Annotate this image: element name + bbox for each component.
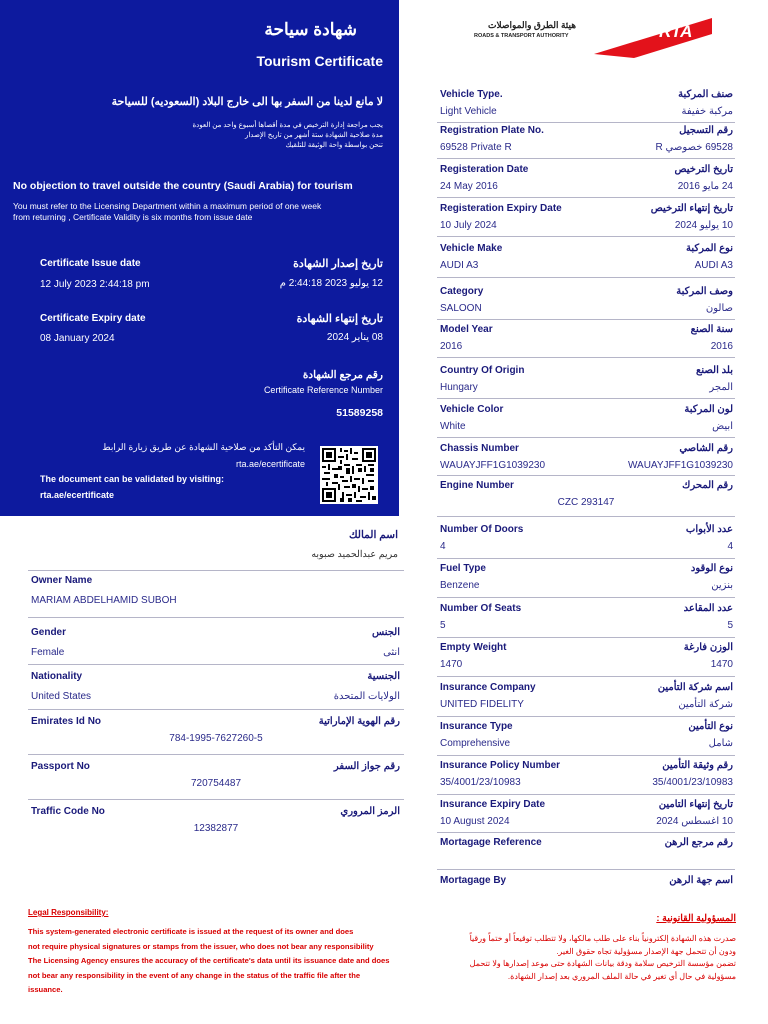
- vehicle-value-ar: 5: [727, 620, 733, 631]
- vehicle-label-en: Vehicle Color: [440, 404, 504, 415]
- vehicle-label-en: Country Of Origin: [440, 365, 525, 376]
- vehicle-label-ar: عدد المقاعد: [683, 603, 733, 614]
- owner-row: [28, 761, 404, 800]
- vehicle-label-en: Mortagage By: [440, 875, 507, 886]
- vehicle-row: [437, 286, 735, 320]
- vehicle-row: [437, 642, 735, 677]
- no-objection-ar: لا مانع لدينا من السفر بها الى خارج البلاد (السعوديه) للسياحة: [111, 96, 383, 108]
- owner-label-en: Traffic Code No: [31, 806, 105, 817]
- vehicle-value-ar: شركة التأمين: [678, 699, 733, 710]
- legal-text-en: [28, 925, 416, 998]
- vehicle-value-ar: 2016: [710, 341, 733, 352]
- vehicle-label-en: Registeration Expiry Date: [440, 203, 562, 214]
- vehicle-label-en: Category: [440, 286, 484, 297]
- vehicle-label-ar: تاريخ إنتهاء الترخيص: [650, 203, 733, 214]
- expiry-date-value-en: 08 January 2024: [40, 333, 115, 344]
- vehicle-label-en: Mortagage Reference: [440, 837, 542, 848]
- vehicle-row: [437, 524, 735, 559]
- vehicle-label-ar: وصف المركبة: [676, 286, 733, 297]
- vehicle-label-ar: رقم مرجع الرهن: [664, 837, 733, 848]
- vehicle-row: [437, 760, 735, 795]
- vehicle-value-ar: AUDI A3: [694, 260, 733, 271]
- ref-label-en: Certificate Reference Number: [263, 385, 383, 395]
- legal-line2-en: not require physical signatures or stamps from the issuer, who does not bear any responsibility: [28, 941, 374, 951]
- owner-label-ar: الجنسية: [367, 671, 400, 682]
- vehicle-value-ar: WAUAYJFF1G1039230: [627, 460, 733, 471]
- vehicle-label-ar: رقم الشاصي: [679, 443, 733, 454]
- legal-line2-ar: ودون أن تتحمل جهة الإصدار مسؤولية تجاه حقوق الغير.: [556, 946, 736, 956]
- vehicle-value-en: 10 July 2024: [440, 220, 497, 231]
- vehicle-value-en: 2016: [440, 341, 463, 352]
- owner-row: [28, 671, 404, 710]
- vehicle-value-ar: بنزين: [711, 580, 733, 591]
- vehicle-value-ar: 24 مايو 2016: [677, 181, 733, 192]
- vehicle-label-ar: عدد الأبواب: [685, 524, 733, 535]
- vehicle-value-en: WAUAYJFF1G1039230: [440, 460, 546, 471]
- note-en-line1: You must refer to the Licensing Department within a maximum period of one week: [13, 201, 322, 211]
- note-ar-line1: يجب مراجعة إدارة الترخيص في مدة أقصاها أسبوع واحد من العودة: [192, 122, 383, 129]
- ref-number: 51589258: [336, 407, 383, 419]
- vehicle-value-en: Benzene: [440, 580, 480, 591]
- validate-en-line1: The document can be validated by visiting:: [40, 474, 225, 484]
- vehicle-label-ar: سنة الصنع: [690, 324, 733, 335]
- owner-value: 12382877: [193, 823, 239, 834]
- owner-row: [28, 627, 404, 665]
- owner-label-en: Gender: [31, 627, 67, 638]
- owner-label-en: Passport No: [31, 761, 90, 772]
- legal-title-en: Legal Responsibility:: [28, 908, 109, 917]
- vehicle-value-ar: صالون: [705, 303, 733, 314]
- legal-line4-ar: مسؤولية في حال أي تغير في حالة الملف المروري بعد إصدار الشهادة.: [507, 971, 736, 981]
- vehicle-value-en: 5: [440, 620, 446, 631]
- owner-row: [28, 806, 404, 844]
- vehicle-value-en: SALOON: [440, 303, 482, 314]
- vehicle-row: [437, 404, 735, 438]
- vehicle-value-en: White: [440, 421, 466, 432]
- vehicle-value-en: UNITED FIDELITY: [440, 699, 524, 710]
- vehicle-row: [437, 324, 735, 358]
- vehicle-label-en: Vehicle Type.: [440, 89, 503, 100]
- vehicle-label-en: Registration Plate No.: [440, 125, 544, 136]
- vehicle-row: [437, 837, 735, 870]
- vehicle-label-en: Empty Weight: [440, 642, 507, 653]
- vehicle-value-en: Light Vehicle: [440, 106, 497, 117]
- vehicle-value-en: 24 May 2016: [440, 181, 498, 192]
- logo-org-en: ROADS & TRANSPORT AUTHORITY: [474, 33, 569, 39]
- rta-swoosh-icon: [594, 14, 714, 60]
- legal-line3-ar: تضمن مؤسسة الترخيص سلامة ودقة بيانات الشهادة حتى موعد إصدارها ولا تتحمل: [469, 959, 736, 968]
- qr-code-icon[interactable]: [320, 446, 378, 504]
- vehicle-label-en: Fuel Type: [440, 563, 486, 574]
- vehicle-value-ar: ابيض: [712, 421, 733, 432]
- vehicle-value-ar: مركبة خفيفة: [681, 106, 733, 117]
- owner-label-en: Emirates Id No: [31, 716, 102, 727]
- vehicle-value-en: 4: [440, 541, 446, 552]
- ref-label-ar: رقم مرجع الشهادة: [302, 369, 383, 381]
- expiry-date-value-ar: 08 يناير 2024: [326, 332, 383, 343]
- vehicle-label-en: Engine Number: [440, 480, 514, 491]
- vehicle-row: [437, 203, 735, 237]
- owner-label-ar: رقم جواز السفر: [333, 761, 400, 772]
- issue-date-value-ar: 12 يوليو 2023 2:44:18 م: [279, 278, 383, 289]
- issue-date-label-en: Certificate Issue date: [40, 258, 141, 269]
- owner-label-ar: الجنس: [371, 627, 400, 638]
- note-ar-line2: مدة صلاحية الشهادة ستة أشهر من تاريخ الإصدار: [244, 132, 383, 139]
- vehicle-value-en: Comprehensive: [440, 738, 511, 749]
- vehicle-label-ar: صنف المركبة: [678, 89, 733, 100]
- vehicle-row: [437, 480, 735, 517]
- vehicle-label-ar: نوع التأمين: [688, 721, 733, 732]
- owner-label-ar: الرمز المروري: [340, 806, 400, 817]
- owner-value-ar: الولايات المتحدة: [333, 691, 400, 702]
- vehicle-label-ar: نوع المركبة: [686, 243, 733, 254]
- owner-value: 784-1995-7627260-5: [169, 733, 263, 744]
- expiry-date-label-en: Certificate Expiry date: [40, 313, 146, 324]
- vehicle-label-ar: رقم المحرك: [682, 480, 733, 491]
- vehicle-label-ar: نوع الوقود: [690, 563, 733, 574]
- vehicle-value-en: 35/4001/23/10983: [440, 777, 521, 788]
- note-ar-line3: تنحن بواسطة واحة الوثيقة للتلقيك: [285, 142, 383, 149]
- legal-line1-ar: صدرت هذه الشهادة إلكترونياً بناء على طلب مالكها، ولا تتطلب توقيعاً أو ختماً ورقياً: [469, 934, 736, 943]
- vehicle-label-ar: اسم جهة الرهن: [669, 875, 733, 886]
- owner-name-value-ar: مريم عبدالحميد صبوبه: [311, 549, 398, 560]
- vehicle-row: [437, 89, 735, 123]
- owner-name-label-ar: اسم المالك: [348, 529, 398, 541]
- expiry-date-label-ar: تاريخ إنتهاء الشهادة: [296, 313, 383, 325]
- vehicle-value-en: AUDI A3: [440, 260, 479, 271]
- vehicle-value-en: Hungary: [440, 382, 478, 393]
- vehicle-value-ar: 69528 خصوصي R: [655, 142, 733, 153]
- vehicle-label-ar: لون المركبة: [684, 404, 733, 415]
- owner-value-en: Female: [31, 647, 65, 658]
- vehicle-value-ar: 10 اغسطس 2024: [656, 816, 733, 827]
- title-en: Tourism Certificate: [256, 53, 383, 69]
- vehicle-label-en: Insurance Policy Number: [440, 760, 561, 771]
- vehicle-row: [437, 799, 735, 833]
- validate-ar-line1: يمكن التأكد من صلاحية الشهادة عن طريق زيارة الرابط: [102, 442, 305, 452]
- vehicle-label-en: Insurance Company: [440, 682, 536, 693]
- legal-line5-en: issuance.: [28, 985, 63, 994]
- vehicle-label-en: Vehicle Make: [440, 243, 503, 254]
- owner-label-ar: رقم الهوية الإماراتية: [318, 716, 400, 727]
- vehicle-label-ar: رقم التسجيل: [679, 125, 733, 136]
- vehicle-row: [437, 365, 735, 399]
- vehicle-row: [437, 563, 735, 598]
- logo-org-ar: هيئة الطرق والمواصلات: [487, 20, 576, 30]
- vehicle-label-en: Insurance Type: [440, 721, 513, 732]
- legal-text-ar: [426, 933, 736, 983]
- legal-title-ar: المسؤولية القانونية :: [656, 913, 736, 924]
- owner-value: 720754487: [190, 778, 242, 789]
- vehicle-label-en: Insurance Expiry Date: [440, 799, 546, 810]
- vehicle-value-ar: المجر: [709, 382, 733, 393]
- certificate-panel: [0, 0, 399, 516]
- vehicle-label-ar: الوزن فارغة: [683, 642, 733, 653]
- owner-label-en: Nationality: [31, 671, 83, 682]
- vehicle-value-ar: شامل: [708, 738, 733, 749]
- vehicle-value-ar: 1470: [710, 659, 733, 670]
- owner-label-en: Owner Name: [31, 575, 93, 586]
- title-ar: شهادة سياحة: [264, 20, 357, 39]
- legal-line3-en: The Licensing Agency ensures the accuracy of the certificate's data until its issuance date and does: [28, 956, 390, 965]
- vehicle-value-ar: 35/4001/23/10983: [652, 777, 733, 788]
- vehicle-label-en: Registeration Date: [440, 164, 529, 175]
- owner-value-en: United States: [31, 691, 92, 702]
- vehicle-value-en: 1470: [440, 659, 463, 670]
- vehicle-label-ar: تاريخ الترخيص: [674, 164, 733, 175]
- vehicle-label-en: Number Of Seats: [440, 603, 522, 614]
- validate-en-line2[interactable]: rta.ae/ecertificate: [40, 490, 115, 500]
- vehicle-value-en: 10 August 2024: [440, 816, 510, 827]
- owner-row: [28, 716, 404, 755]
- no-objection-en: No objection to travel outside the country (Saudi Arabia) for tourism: [13, 180, 353, 192]
- vehicle-row: [437, 243, 735, 278]
- vehicle-label-ar: رقم وثيقة التأمين: [662, 760, 733, 771]
- owner-row: [28, 575, 404, 618]
- vehicle-label-ar: اسم شركة التأمين: [657, 682, 733, 693]
- vehicle-row: [437, 443, 735, 476]
- vehicle-label-en: Number Of Doors: [440, 524, 524, 535]
- vehicle-label-ar: تاريخ إنتهاء التامين: [658, 799, 733, 810]
- vehicle-row: [437, 721, 735, 756]
- vehicle-label-en: Model Year: [440, 324, 493, 335]
- vehicle-value-ar: 10 يوليو 2024: [674, 220, 733, 231]
- logo-mark: RTA: [659, 22, 693, 41]
- vehicle-label-en: Chassis Number: [440, 443, 519, 454]
- validate-ar-line2: rta.ae/ecertificate: [235, 459, 305, 469]
- owner-value-ar: انثى: [383, 647, 400, 658]
- vehicle-label-ar: بلد الصنع: [696, 365, 733, 376]
- owner-value-en: MARIAM ABDELHAMID SUBOH: [31, 595, 177, 606]
- vehicle-row: [437, 603, 735, 638]
- legal-line1-en: This system-generated electronic certificate is issued at the request of its owner and does: [28, 927, 354, 936]
- vehicle-value-ar: 4: [727, 541, 733, 552]
- vehicle-row: [437, 682, 735, 717]
- legal-line4-en: not bear any responsibility in the event of any change in the status of the traffic file after the: [28, 970, 361, 980]
- vehicle-value-en: 69528 Private R: [440, 142, 512, 153]
- issue-date-label-ar: تاريخ إصدار الشهادة: [293, 258, 383, 270]
- divider: [28, 570, 404, 571]
- vehicle-row: [437, 125, 735, 159]
- vehicle-row: [437, 875, 735, 901]
- vehicle-value: CZC 293147: [557, 497, 615, 508]
- note-en-line2: from returning , Certificate Validity is six months from issue date: [13, 212, 253, 222]
- issue-date-value-en: 12 July 2023 2:44:18 pm: [40, 279, 150, 290]
- vehicle-row: [437, 164, 735, 198]
